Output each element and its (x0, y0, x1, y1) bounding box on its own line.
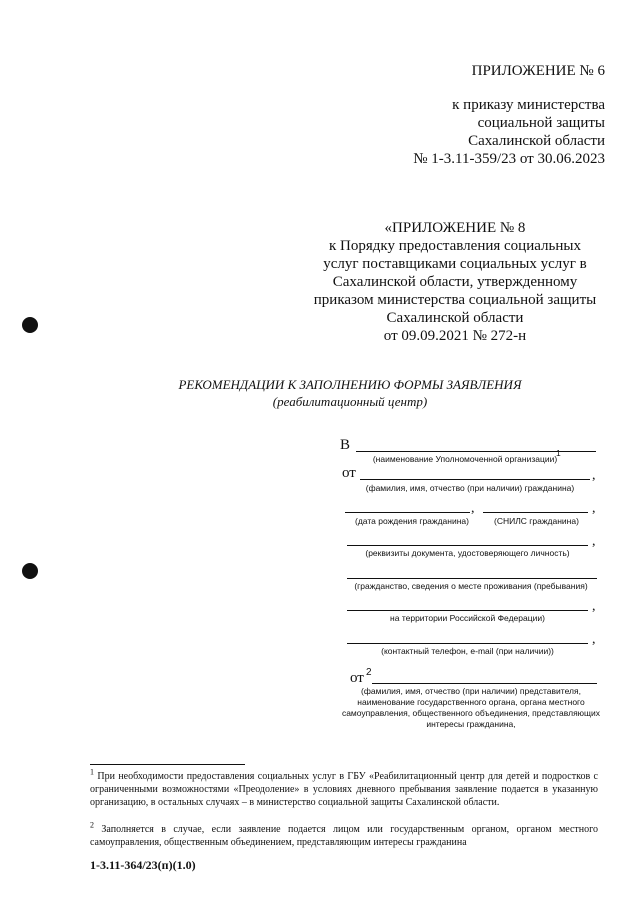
representative-footnote-mark: 2 (366, 667, 372, 678)
representative-caption (336, 686, 606, 730)
representative-line[interactable] (372, 683, 597, 684)
from-prefix: от (342, 465, 356, 481)
to-caption (365, 454, 565, 465)
footnote-2-mark: 2 (90, 820, 94, 830)
footnote-2 (90, 820, 598, 849)
id-document-caption: (реквизиты документа, удостоверяющего личность) (365, 548, 570, 558)
id-document-comma: , (592, 534, 596, 549)
document-code: 1-3.11-364/23(п)(1.0) (90, 858, 196, 872)
contact-comma: , (592, 632, 596, 647)
appendix-8-line-1: к Порядку предоставления социальных (329, 238, 581, 254)
contact-line[interactable] (347, 643, 588, 644)
to-footnote-mark: 1 (556, 448, 561, 458)
id-document-line[interactable] (347, 545, 588, 546)
punch-hole-top (22, 317, 38, 333)
from-comma: , (592, 468, 596, 483)
appendix-8-title: «ПРИЛОЖЕНИЕ № 8 (384, 220, 526, 236)
footnote-1 (90, 767, 598, 809)
to-caption-text: (наименование Уполномоченной организации) (372, 454, 558, 464)
heading-title: РЕКОМЕНДАЦИИ К ЗАПОЛНЕНИЮ ФОРМЫ ЗАЯВЛЕНИЯ (178, 377, 522, 392)
appendix-8-line-6: от 09.09.2021 № 272-н (383, 328, 527, 344)
appendix-8-line-3: Сахалинской области, утвержденному (332, 274, 578, 290)
from-caption: (фамилия, имя, отчество (при наличии) гражданина) (365, 483, 575, 493)
appendix-6-line-4: № 1-3.11-359/23 от 30.06.2023 (413, 151, 605, 167)
appendix-8-line-2: услуг поставщиками социальных услуг в (323, 256, 587, 272)
territory-caption: на территории Российской Федерации) (390, 613, 545, 623)
birth-caption: (дата рождения гражданина) (355, 516, 469, 526)
territory-comma: , (592, 599, 596, 614)
residence-line[interactable] (347, 578, 597, 579)
heading-subtitle: (реабилитационный центр) (272, 394, 428, 409)
appendix-6-line-1: к приказу министерства (452, 97, 605, 113)
representative-caption-1: (фамилия, имя, отчество (при наличии) представителя, (361, 686, 581, 696)
appendix-6-line-3: Сахалинской области (468, 133, 605, 149)
appendix-8-line-4: приказом министерства социальной защиты (313, 292, 597, 308)
representative-caption-4: интересы гражданина, (426, 719, 516, 729)
recommendations-heading (160, 376, 540, 410)
appendix-8-block (285, 219, 625, 345)
contact-caption: (контактный телефон, e-mail (при наличии)) (381, 646, 554, 656)
snils-caption: (СНИЛС гражданина) (494, 516, 579, 526)
representative-caption-3: самоуправления, общественного объединения, представляющих (341, 708, 601, 718)
representative-caption-2: наименование государственного органа, органа местного (357, 697, 585, 707)
birth-date-line[interactable] (345, 512, 470, 513)
snils-line[interactable] (483, 512, 588, 513)
appendix-6-line-2: социальной защиты (477, 115, 605, 131)
footnote-1-text: При необходимости предоставления социальных услуг в ГБУ «Реабилитационный центр для детей и подростков с ограниченными возможностями «Преодоление» в условиях дневного пребывания заявление подается в указанную организацию, в остальных случаях – в министерство социальной защиты Сахалинской области. (90, 771, 598, 808)
footnote-1-mark: 1 (90, 767, 94, 777)
territory-line[interactable] (347, 610, 588, 611)
punch-hole-bottom (22, 563, 38, 579)
birth-comma: , (471, 501, 475, 516)
from-field-line[interactable] (360, 479, 590, 480)
appendix-6-title: ПРИЛОЖЕНИЕ № 6 (471, 63, 605, 79)
footnote-separator (90, 764, 245, 765)
appendix-6-block (285, 62, 605, 168)
footnote-2-text: Заполняется в случае, если заявление подается лицом или государственным органом, органом местного самоуправления, общественным объединением, представляющим интересы гражданина (90, 824, 598, 848)
representative-prefix: от (350, 670, 364, 686)
residence-caption: (гражданство, сведения о месте проживания (пребывания) (354, 581, 588, 591)
snils-comma: , (592, 501, 596, 516)
appendix-8-line-5: Сахалинской области (386, 310, 524, 326)
to-prefix: В (340, 437, 351, 453)
